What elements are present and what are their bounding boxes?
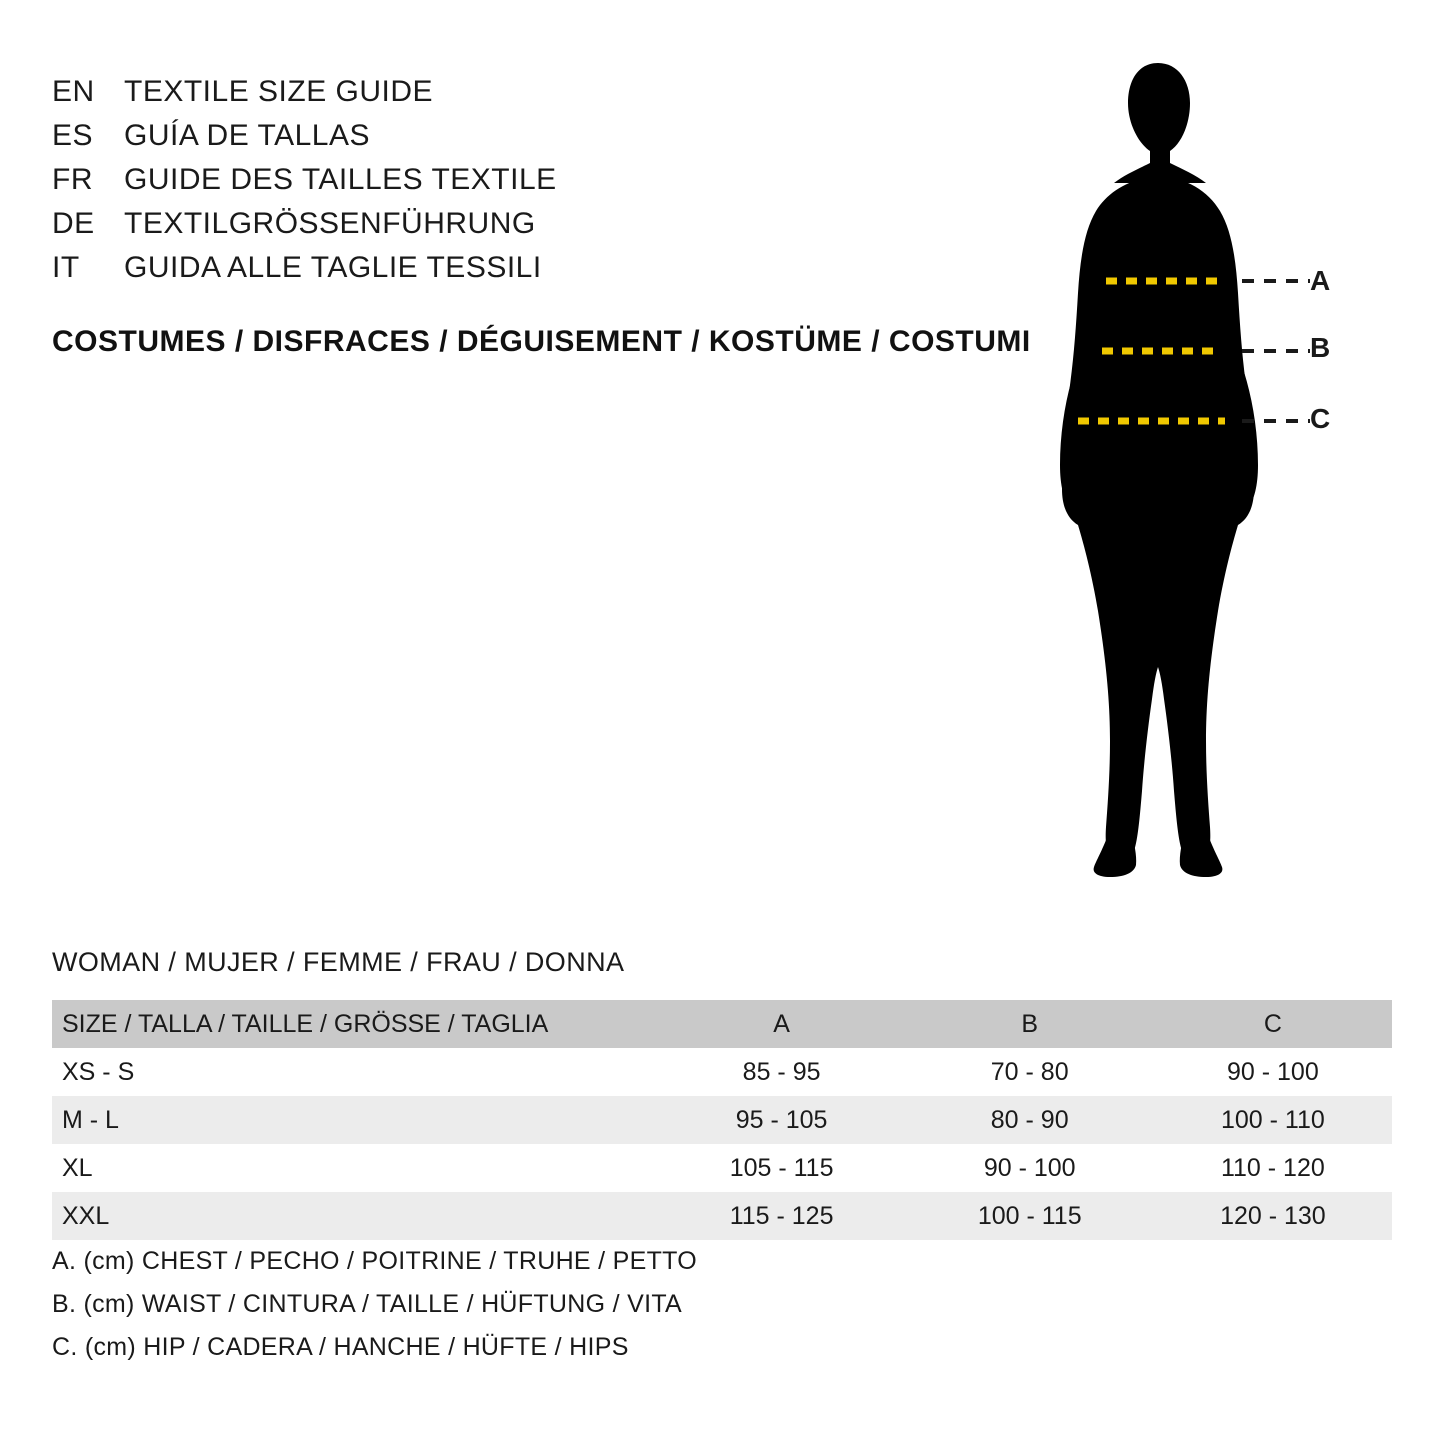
language-text: GUÍA DE TALLAS bbox=[124, 119, 370, 152]
column-header-size: SIZE / TALLA / TAILLE / GRÖSSE / TAGLIA bbox=[62, 1010, 549, 1038]
female-silhouette-icon bbox=[1010, 55, 1390, 885]
cell-b: 90 - 100 bbox=[983, 1154, 1076, 1182]
language-row bbox=[52, 202, 1002, 246]
cell-b: 100 - 115 bbox=[977, 1202, 1082, 1230]
table-row bbox=[52, 1048, 1392, 1096]
cell-size: XS - S bbox=[62, 1058, 135, 1086]
language-row bbox=[52, 158, 1002, 202]
cell-a: 115 - 125 bbox=[729, 1202, 834, 1230]
table-row bbox=[52, 1144, 1392, 1192]
cell-c: 120 - 130 bbox=[1220, 1202, 1326, 1230]
category-heading: COSTUMES / DISFRACES / DÉGUISEMENT / KOSTÜME / COSTUMI bbox=[52, 325, 1031, 358]
marker-label-b: B bbox=[1310, 332, 1331, 363]
language-code: EN bbox=[52, 75, 95, 108]
cell-size: M - L bbox=[62, 1106, 119, 1134]
legend-line-a: A. (cm) CHEST / PECHO / POITRINE / TRUHE / PETTO bbox=[52, 1247, 698, 1275]
language-text: TEXTILGRÖSSENFÜHRUNG bbox=[124, 207, 536, 240]
language-code: FR bbox=[52, 163, 93, 196]
column-header-b: B bbox=[1021, 1010, 1039, 1038]
marker-label-c: C bbox=[1310, 403, 1331, 434]
cell-c: 110 - 120 bbox=[1220, 1154, 1325, 1182]
table-title: WOMAN / MUJER / FEMME / FRAU / DONNA bbox=[52, 947, 625, 977]
legend-line-b: B. (cm) WAIST / CINTURA / TAILLE / HÜFTUNG / VITA bbox=[52, 1290, 683, 1318]
cell-a: 105 - 115 bbox=[729, 1154, 834, 1182]
measurement-legend bbox=[52, 1240, 697, 1369]
column-header-a: A bbox=[773, 1010, 790, 1038]
language-text: TEXTILE SIZE GUIDE bbox=[124, 75, 434, 108]
language-row bbox=[52, 114, 1002, 158]
cell-size: XL bbox=[62, 1154, 93, 1182]
column-header-c: C bbox=[1263, 1010, 1282, 1038]
table-row bbox=[52, 1096, 1392, 1144]
table-header-row bbox=[52, 1000, 1392, 1048]
language-row bbox=[52, 246, 1002, 290]
cell-c: 100 - 110 bbox=[1220, 1106, 1325, 1134]
cell-a: 85 - 95 bbox=[742, 1058, 821, 1086]
cell-a: 95 - 105 bbox=[735, 1106, 828, 1134]
language-code: IT bbox=[52, 251, 80, 284]
cell-b: 80 - 90 bbox=[990, 1106, 1069, 1134]
table-row bbox=[52, 1192, 1392, 1240]
cell-c: 90 - 100 bbox=[1227, 1058, 1319, 1086]
language-row bbox=[52, 70, 1002, 114]
size-table bbox=[52, 1000, 1392, 1240]
language-code: DE bbox=[52, 207, 95, 240]
language-list bbox=[52, 70, 1002, 290]
legend-line-c: C. (cm) HIP / CADERA / HANCHE / HÜFTE / HIPS bbox=[52, 1333, 629, 1361]
cell-b: 70 - 80 bbox=[990, 1058, 1069, 1086]
body-figure bbox=[1010, 55, 1390, 885]
language-text: GUIDE DES TAILLES TEXTILE bbox=[124, 163, 557, 196]
language-code: ES bbox=[52, 119, 94, 152]
language-text: GUIDA ALLE TAGLIE TESSILI bbox=[124, 251, 542, 284]
cell-size: XXL bbox=[62, 1202, 110, 1230]
marker-label-a: A bbox=[1310, 265, 1331, 296]
